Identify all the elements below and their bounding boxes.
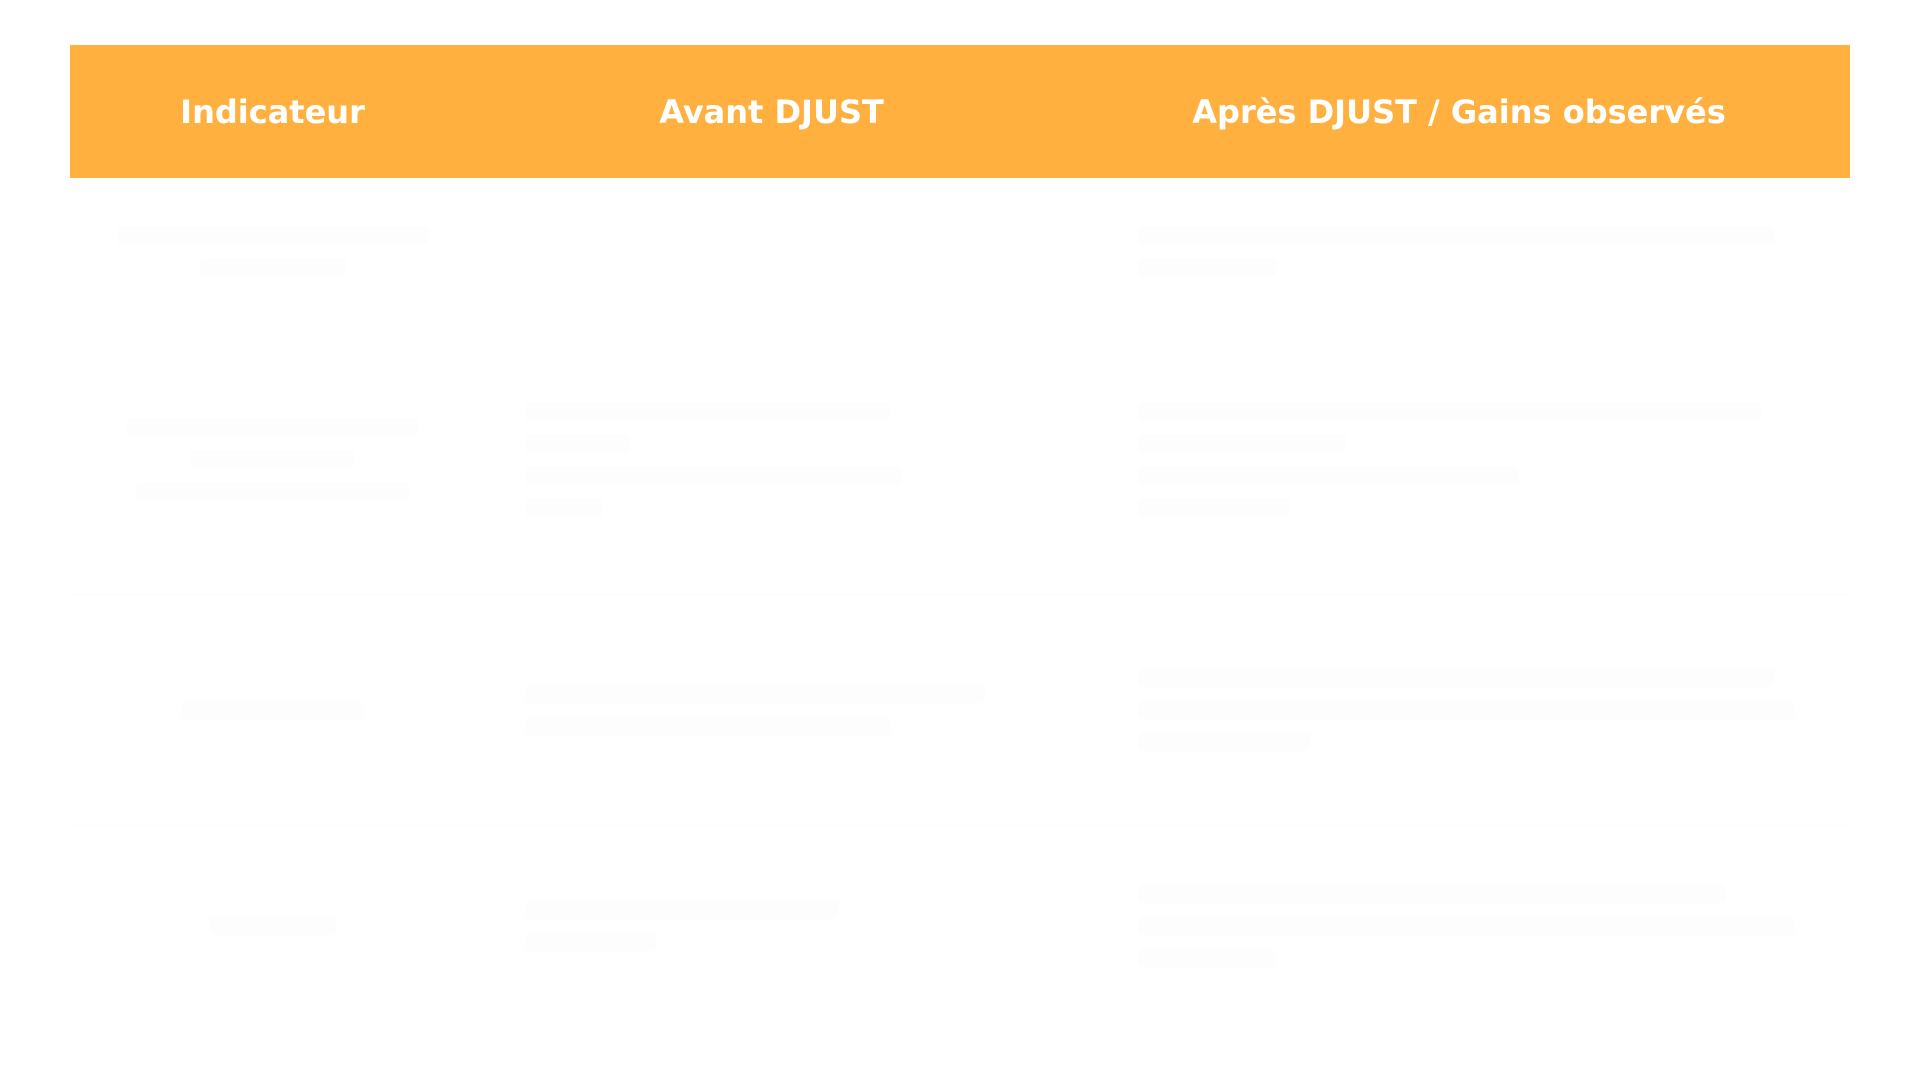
table-cell-before — [475, 178, 1068, 323]
faded-text — [1138, 388, 1830, 530]
table-cell-before — [475, 324, 1068, 594]
table-row — [70, 826, 1850, 1026]
table-cell-before — [475, 595, 1068, 825]
faded-text — [525, 671, 1048, 749]
table-cell-after — [1068, 826, 1850, 1026]
table-cell-after — [1068, 178, 1850, 323]
faded-text — [1138, 871, 1830, 981]
faded-text — [90, 903, 455, 949]
faded-text — [525, 388, 1048, 530]
header-before-djust: Avant DJUST — [659, 92, 884, 131]
table-cell-after — [1068, 324, 1850, 594]
table-row — [70, 595, 1850, 826]
faded-text — [90, 687, 455, 733]
table-cell-after — [1068, 595, 1850, 825]
table-cell-indicator — [70, 595, 475, 825]
faded-text — [1138, 212, 1830, 290]
comparison-table — [70, 45, 1850, 1026]
header-after-djust: Après DJUST / Gains observés — [1192, 92, 1726, 131]
table-header-row — [70, 45, 1850, 178]
faded-text — [90, 212, 455, 290]
table-cell-indicator — [70, 826, 475, 1026]
table-row — [70, 324, 1850, 595]
faded-text — [525, 887, 1048, 965]
table-row — [70, 178, 1850, 324]
table-cell-indicator — [70, 324, 475, 594]
faded-text — [90, 404, 455, 514]
faded-text — [1138, 655, 1830, 765]
header-indicator: Indicateur — [180, 92, 365, 131]
table-cell-indicator — [70, 178, 475, 323]
table-cell-before — [475, 826, 1068, 1026]
